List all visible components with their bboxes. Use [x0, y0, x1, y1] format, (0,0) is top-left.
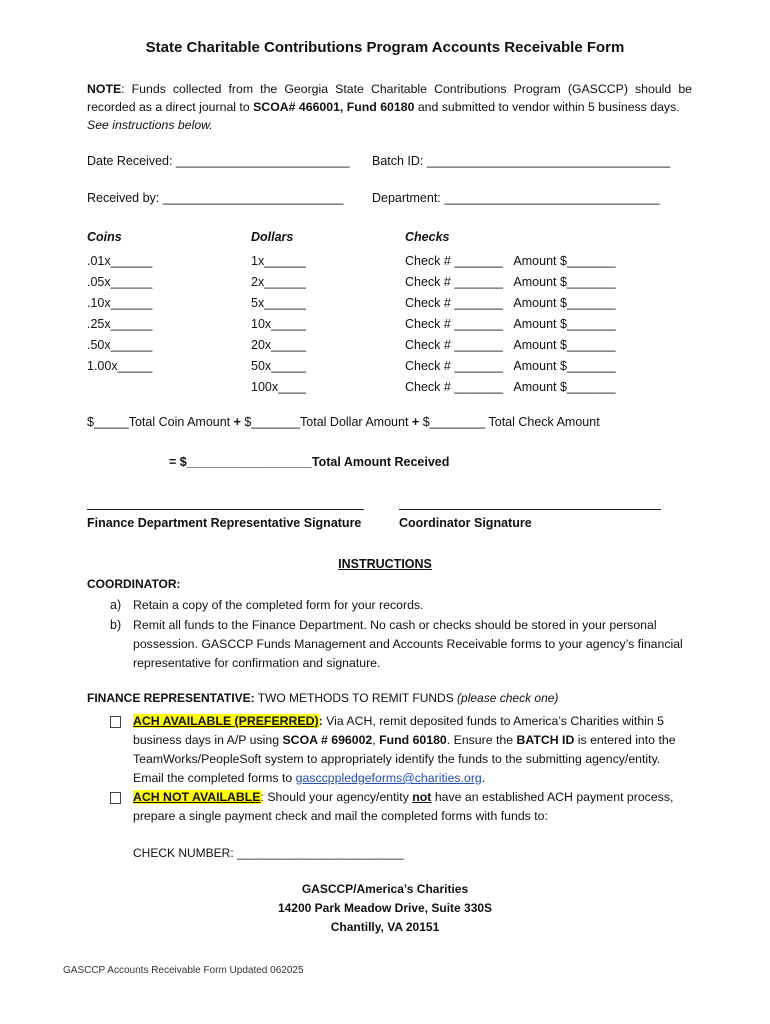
- ach-batch-id: BATCH ID: [516, 733, 575, 747]
- noach-text-1: : Should your agency/entity: [260, 790, 413, 804]
- dollars-header: Dollars: [251, 230, 294, 244]
- address-line-1: GASCCP/America’s Charities: [301, 882, 469, 896]
- ach-text-1: Via ACH, remit deposited funds to America’s Charities within 5 business days in A/P using: [133, 714, 664, 747]
- total-coin-amount[interactable]: $_____Total Coin Amount: [87, 415, 231, 429]
- finance-signature-label: Finance Department Representative Signature: [87, 516, 362, 530]
- ach-email-link[interactable]: gasccppledgeforms@charities.org: [295, 771, 482, 785]
- total-amount-received-label: Total Amount Received: [311, 455, 450, 469]
- check-amount-field[interactable]: Amount $_______: [513, 296, 616, 310]
- ach-fund: Fund 60180: [379, 733, 447, 747]
- ach-scoa: SCOA # 696002: [282, 733, 373, 747]
- total-amount-blank[interactable]: __________________: [186, 455, 312, 469]
- coin-row[interactable]: .25x______: [87, 317, 153, 331]
- dollar-row[interactable]: 2x______: [251, 275, 306, 289]
- check-amount-field[interactable]: Amount $_______: [513, 254, 616, 268]
- equals-dollar: = $: [169, 455, 187, 469]
- ach-not-available-label: ACH NOT AVAILABLE: [133, 790, 261, 804]
- checks-list: [405, 251, 616, 398]
- ach-available-colon: :: [318, 714, 323, 728]
- dollar-row[interactable]: 10x_____: [251, 317, 306, 331]
- dollar-row[interactable]: 5x______: [251, 296, 306, 310]
- note-text-2: and submitted to vendor within 5 business days.: [414, 100, 680, 114]
- finance-check-one: (please check one): [457, 691, 559, 705]
- received-by-field[interactable]: Received by: __________________________: [87, 191, 344, 205]
- dollar-row[interactable]: 100x____: [251, 380, 306, 394]
- plus-sign: +: [230, 415, 245, 429]
- date-received-field[interactable]: Date Received: _________________________: [87, 154, 350, 168]
- batch-id-field[interactable]: Batch ID: ___________________________________: [372, 154, 671, 168]
- check-number-field[interactable]: Check # _______: [405, 380, 503, 394]
- note-text-1: : Funds collected from the Georgia State Charitable Contributions Program (GASCCP) should be recorded as a direct journal to: [87, 82, 692, 114]
- check-number-field[interactable]: Check # _______: [405, 338, 503, 352]
- finance-methods-line: [87, 691, 558, 705]
- coin-row[interactable]: .10x______: [87, 296, 153, 310]
- ach-period: .: [481, 771, 486, 785]
- check-number-field[interactable]: Check # _______: [405, 359, 503, 373]
- finance-text: TWO METHODS TO REMIT FUNDS: [254, 691, 458, 705]
- plus-sign: +: [408, 415, 423, 429]
- check-number-field[interactable]: Check # _______: [405, 296, 503, 310]
- check-amount-field[interactable]: Amount $_______: [513, 338, 616, 352]
- noach-not: not: [412, 790, 432, 804]
- form-title: State Charitable Contributions Program Accounts Receivable Form: [145, 39, 625, 56]
- check-number-field[interactable]: Check # _______: [405, 275, 503, 289]
- dollar-row[interactable]: 1x______: [251, 254, 306, 268]
- check-row: [405, 314, 616, 335]
- dollar-row[interactable]: 50x_____: [251, 359, 306, 373]
- ach-not-available-checkbox[interactable]: [110, 792, 121, 804]
- ach-available-checkbox[interactable]: [110, 716, 121, 728]
- totals-line: [87, 415, 600, 429]
- noach-text-2: have an established ACH payment process, prepare a single payment check and mail the completed forms with funds to:: [133, 790, 674, 823]
- coins-header: Coins: [87, 230, 122, 244]
- note-see-instructions: See instructions below.: [87, 118, 213, 132]
- check-amount-field[interactable]: Amount $_______: [513, 380, 616, 394]
- check-row: [405, 293, 616, 314]
- coordinator-item-text: Remit all funds to the Finance Department. No cash or checks should be stored in your personal possession. GASCCP Funds Management and Accounts Receivable forms to your agency’s financial representative for confirmation and signature.: [133, 618, 683, 670]
- coordinator-item-marker: a): [110, 598, 122, 612]
- check-row: [405, 251, 616, 272]
- address-line-3: Chantilly, VA 20151: [330, 920, 440, 934]
- footer-text: GASCCP Accounts Receivable Form Updated 062025: [63, 965, 304, 976]
- ach-comma: ,: [372, 733, 380, 747]
- total-check-amount[interactable]: $________ Total Check Amount: [422, 415, 600, 429]
- note-label: NOTE: [87, 82, 122, 96]
- dollar-row[interactable]: 20x_____: [251, 338, 306, 352]
- check-number-field[interactable]: CHECK NUMBER: _________________________: [133, 846, 404, 860]
- check-amount-field[interactable]: Amount $_______: [513, 359, 616, 373]
- total-amount-received-line: [169, 455, 449, 469]
- total-dollar-amount[interactable]: $_______Total Dollar Amount: [244, 415, 409, 429]
- coordinator-item-marker: b): [110, 618, 122, 632]
- coordinator-signature-label: Coordinator Signature: [399, 516, 532, 530]
- check-amount-field[interactable]: Amount $_______: [513, 317, 616, 331]
- instructions-heading: INSTRUCTIONS: [338, 557, 432, 571]
- ach-available-paragraph: [133, 712, 693, 788]
- coordinator-signature-line[interactable]: [399, 509, 661, 510]
- check-row: [405, 335, 616, 356]
- checks-header: Checks: [405, 230, 450, 244]
- check-row: [405, 377, 616, 398]
- check-number-field[interactable]: Check # _______: [405, 254, 503, 268]
- check-amount-field[interactable]: Amount $_______: [513, 275, 616, 289]
- ach-text-2: . Ensure the: [446, 733, 517, 747]
- address-line-2: 14200 Park Meadow Drive, Suite 330S: [277, 901, 493, 915]
- coordinator-label: COORDINATOR:: [87, 577, 181, 591]
- ach-text-3: is entered into the TeamWorks/PeopleSoft system to appropriately identify the funds to the submitting agency/entity. Email the completed forms to: [133, 733, 676, 785]
- coins-list: [87, 251, 152, 377]
- finance-label: FINANCE REPRESENTATIVE:: [87, 691, 255, 705]
- finance-signature-line[interactable]: [87, 509, 364, 510]
- check-row: [405, 356, 616, 377]
- coin-row[interactable]: .05x______: [87, 275, 153, 289]
- coin-row[interactable]: 1.00x_____: [87, 359, 153, 373]
- coin-row[interactable]: .50x______: [87, 338, 153, 352]
- check-row: [405, 272, 616, 293]
- coordinator-item-text: Retain a copy of the completed form for your records.: [133, 598, 424, 612]
- note-scoa-reference: SCOA# 466001, Fund 60180: [253, 100, 415, 114]
- check-number-field[interactable]: Check # _______: [405, 317, 503, 331]
- coin-row[interactable]: .01x______: [87, 254, 153, 268]
- note-paragraph: [87, 80, 692, 134]
- ach-available-label: ACH AVAILABLE (PREFERRED): [133, 714, 319, 728]
- ach-not-available-paragraph: [133, 788, 693, 826]
- department-field[interactable]: Department: _______________________________: [372, 191, 660, 205]
- dollars-list: [251, 251, 306, 398]
